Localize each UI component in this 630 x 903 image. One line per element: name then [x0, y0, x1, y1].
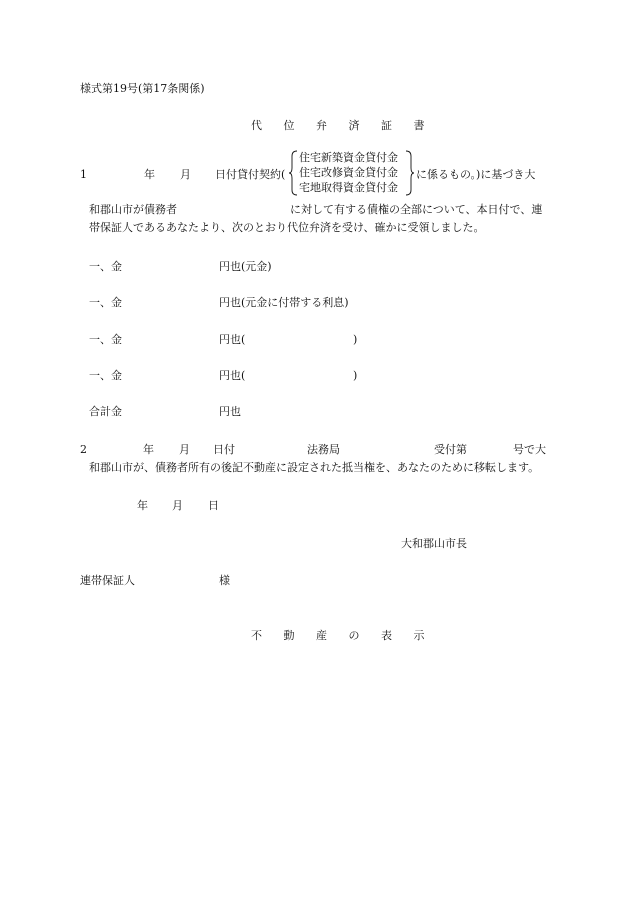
section-1-number: 1 [80, 168, 87, 181]
payment-label: 一、金 [89, 369, 122, 382]
form-number: 様式第19号(第17条関係) [80, 82, 205, 95]
section-2-year: 年 [143, 443, 154, 456]
payment-unit: 円也( [219, 333, 246, 346]
issue-date-day: 日 [208, 499, 219, 512]
property-heading: 不 動 産 の 表 示 [251, 629, 434, 642]
section-1-line3: 帯保証人であるあなたより、次のとおり代位弁済を受け、確かに受領しました。 [89, 221, 485, 234]
document-title: 代 位 弁 済 証 書 [251, 119, 434, 132]
section-1-year: 年 [144, 168, 155, 181]
total-unit: 円也 [219, 405, 241, 418]
loan-type-brace [289, 150, 415, 196]
payment-label: 一、金 [89, 296, 122, 309]
section-2-suffix: 号で大 [513, 443, 546, 456]
payment-label: 一、金 [89, 260, 122, 273]
loan-type-land-acquisition: 宅地取得資金貸付金 [299, 181, 398, 194]
section-2-day: 日付 [213, 443, 235, 456]
issuer: 大和郡山市長 [401, 537, 467, 550]
loan-type-new-construction: 住宅新築資金貸付金 [299, 151, 398, 164]
section-1-line2-b: に対して有する債権の全部について、本日付で、連 [290, 203, 543, 216]
loan-type-renovation: 住宅改修資金貸付金 [299, 166, 398, 179]
total-label: 合計金 [89, 405, 122, 418]
payment-close-paren: ) [353, 369, 358, 382]
issue-date-month: 月 [172, 499, 183, 512]
payment-label: 一、金 [89, 333, 122, 346]
payment-unit: 円也(元金) [219, 260, 272, 273]
section-2-bureau: 法務局 [307, 443, 340, 456]
section-1-line2-a: 和郡山市が債務者 [89, 203, 177, 216]
section-1-month: 月 [180, 168, 191, 181]
payment-unit: 円也(元金に付帯する利息) [219, 296, 349, 309]
payment-unit: 円也( [219, 369, 246, 382]
contract-prefix: 日付貸付契約( [215, 168, 286, 181]
section-2-receipt: 受付第 [434, 443, 467, 456]
section-2-month: 月 [179, 443, 190, 456]
payment-close-paren: ) [353, 333, 358, 346]
section-2-number: 2 [80, 443, 87, 456]
issue-date-year: 年 [137, 499, 148, 512]
contract-suffix: に係るもの。)に基づき大 [416, 168, 536, 181]
section-2-line2: 和郡山市が、債務者所有の後記不動産に設定された抵当権を、あなたのために移転します。 [89, 461, 540, 474]
recipient-honorific: 様 [219, 574, 230, 587]
recipient-label: 連帯保証人 [80, 574, 135, 587]
